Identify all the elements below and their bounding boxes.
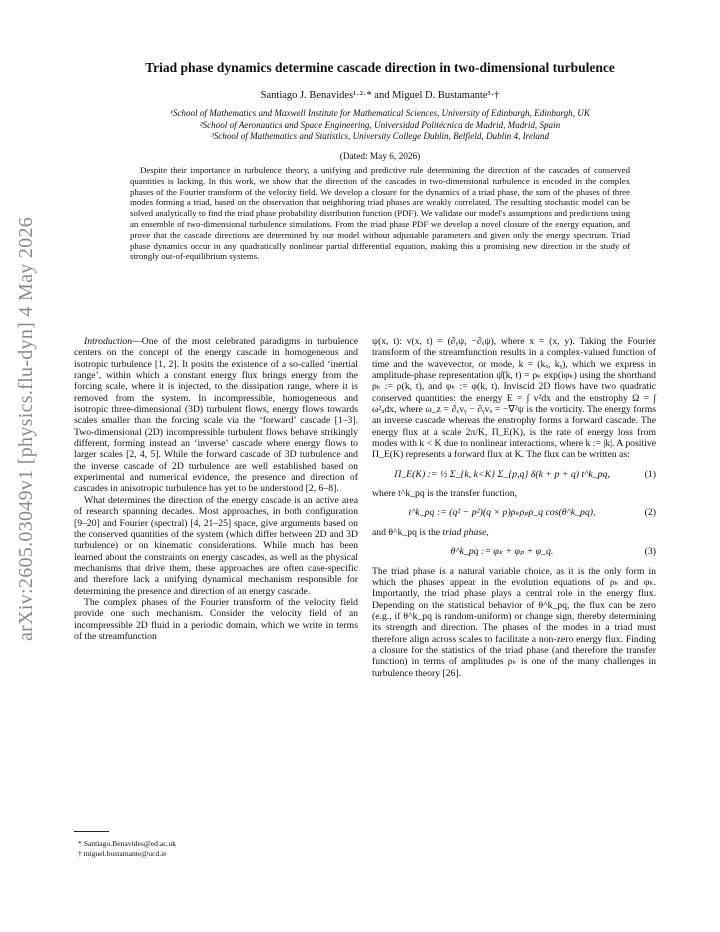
footnote-rule (74, 831, 109, 832)
paragraph-cascade-direction: What determines the direction of the energy cascade is an active area of research spanning decades. Most approaches, in both configuration [9–20] and Fourier (spectral) [4, 21–25] space, give arguments based on the conserved quantities of the system (which differ between 2D and 3D turbulence) or on kinematic considerations. While much has been learned about the constraints on energy cascades, as well as the physical mechanisms that drive them, these approaches are often case-specific and therefore lack a unifying dynamical mechanism responsible for determining the presence and direction of an energy cascade. (74, 494, 358, 597)
equation-3-number: (3) (644, 546, 656, 558)
affiliation-1: ¹School of Mathematics and Maxwell Institute for Mathematical Sciences, University of Edinburgh, Edinburgh, UK (170, 108, 590, 118)
equation-1-body: Π_E(K) := ½ Σ_{k, k<K} Σ_{p,q} δ(k + p + q) t^k_pq, (394, 468, 610, 480)
intro-heading: Introduction (84, 336, 133, 347)
left-column (74, 336, 358, 642)
affiliation-3: ³School of Mathematics and Statistics, University College Dublin, Belfield, Dublin 4, Ireland (210, 131, 550, 141)
equation-2-body: t^k_pq := (q² − p²)(q × p)ρₖρₚρ_q cos(θ^k_pq), (408, 507, 596, 519)
triad-phase-term: triad phase, (442, 526, 489, 538)
intro-text: —One of the most celebrated paradigms in turbulence centers on the concept of the energy cascade in homogeneous and isotropic turbulence [1, 2]. It posits the existence of a so-called ‘inertial range’, within which a constant energy flux brings energy from the forcing scale, where it is injected, to the dissipation range, where it is removed from the system. In incompressible, homogeneous and isotropic three-dimensional (3D) turbulent flows, energy flows towards scales smaller than the forcing scale via the ‘forward’ cascade [1–3]. Two-dimensional (2D) incompressible turbulent flows behave strikingly different, forming instead an ‘inverse’ cascade where energy flows to larger scales [2, 4, 5]. While the forward cascade of 3D turbulence and the inverse cascade of 2D turbulence are well established based on experimental and numerical evidence, the presence and direction of cascades in anisotropic turbulence has yet to be understood [2, 6–8]. (74, 336, 358, 495)
equation-1 (372, 469, 656, 480)
paragraph-triad-closure: The triad phase is a natural variable choice, as it is the only form in which the phases appear in the evolution equations of ρₖ and φₖ. Importantly, the triad phase plays a central role in the energy flux. Depending on the statistical behavior of θ^k_pq, the flux can be zero (e.g., if θ^k_pq is random-uniform) or change sign, thereby determining its strength and direction. The phases of the modes in a triad must therefore align across scales to facilitate a non-zero energy flux. Finding a closure for the statistics of the triad phase (and therefore the transfer function) in terms of amplitudes ρₖ is one of the many challenges in turbulence theory [26]. (372, 565, 656, 679)
equation-2-number: (2) (644, 507, 656, 519)
affiliations (70, 108, 690, 143)
paragraph-complex-phases: The complex phases of the Fourier transform of the velocity field provide one such mechanism. Consider the velocity field of an incompressible 2D fluid in a periodic domain, which we write in terms of the streamfunction (74, 596, 358, 642)
equation-3 (372, 546, 656, 557)
right-column (372, 336, 656, 679)
equation-3-body: θ^k_pq := φₖ + φₚ + φ_q. (450, 546, 554, 558)
footnotes (74, 839, 358, 859)
footnote-email-1: * Santiago.Benavides@ed.ac.uk (78, 839, 177, 848)
arxiv-identifier: arXiv:2605.03049v1 [physics.flu-dyn] 4 May 2026 (15, 216, 37, 641)
affiliation-2: ²School of Aeronautics and Space Engineering, Universidad Politécnica de Madrid, Madrid, Spain (199, 119, 561, 130)
author-list: Santiago J. Benavides¹·²·* and Miguel D. Bustamante³·† (260, 90, 500, 101)
intro-paragraph (74, 336, 358, 495)
abstract: Despite their importance in turbulence theory, a unifying and predictive rule determining the direction of the cascades of conserved quantities is lacking. In this work, we show that the direction of the cascades in two-dimensional turbulence is encoded in the complex phases of the Fourier transform of the velocity field. We develop a closure for the dynamics of a triad phase, the sum of the phases of three modes forming a triad, based on the observation that neighboring triad phases are weakly correlated. The resulting stochastic model can be solved analytically to find the triad phase probability distribution function (PDF). We validate our model's assumptions and predictions using an ensemble of two-dimensional turbulence simulations. From the triad phase PDF we develop a novel closure of the energy equation, and prove that the cascade directions are determined by our model without adjustable parameters and given only the energy spectrum. Triad phase dynamics occur in any quadratically nonlinear partial differential equation, making this a promising new direction in the study of strongly out-of-equilibrium systems. (130, 165, 630, 262)
date-line: (Dated: May 6, 2026) (339, 152, 421, 162)
paper-title: Triad phase dynamics determine cascade direction in two-dimensional turbulence (145, 60, 615, 75)
paragraph-triad-phase (372, 527, 656, 538)
footnote-email-2: † miguel.bustamante@ucd.ie (78, 849, 167, 858)
paragraph-streamfunction: ψ(x, t): v(x, t) = (∂ᵧψ, −∂ₓψ), where x = (x, y). Taking the Fourier transform of the streamfunction results in a complex-valued function of time and the wavevector, or mode, k = (kₓ, kᵧ), which we express in amplitude-phase representation ψ̂(k, t) = ρₖ exp(iφₖ) using the shorthand ρₖ := ρ(k, t), and φₖ := φ(k, t). Inviscid 2D flows have two quadratic conserved quantities: the energy E = ∫ v²dx and the enstrophy Ω = ∫ ω²ᵤdx, where ω_z = ∂ₓvᵧ − ∂ᵧvₓ = −∇²ψ is the vorticity. The energy forms an inverse cascade whereas the enstrophy forms a forward cascade. The energy flux at a scale 2π/K, Π_E(K), is the rate of energy loss from modes with k < K due to nonlinear interactions, where k := |k|. A positive Π_E(K) represents a forward flux at K. The flux can be written as: (372, 336, 656, 461)
paragraph-transfer: where t^k_pq is the transfer function, (372, 488, 517, 500)
triad-phase-lead: and θ^k_pq is the (372, 526, 443, 538)
equation-2 (372, 507, 656, 518)
equation-1-number: (1) (644, 468, 656, 480)
